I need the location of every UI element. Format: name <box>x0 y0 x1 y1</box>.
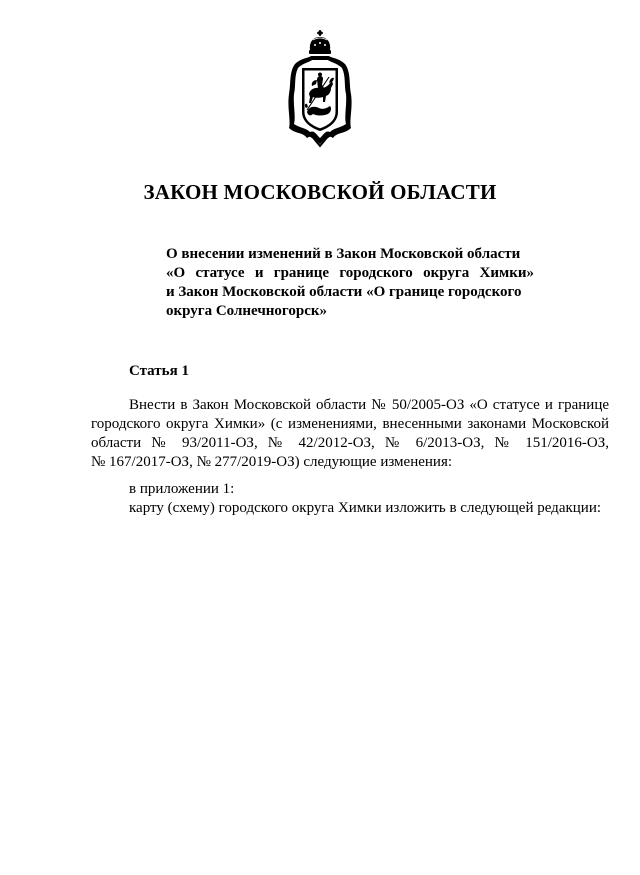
article-body <box>91 396 609 472</box>
annex-instructions <box>129 480 601 518</box>
body-line: области № 93/2011-ОЗ, № 42/2012-ОЗ, № 6/2013-ОЗ, № 151/2016-ОЗ, <box>91 435 609 451</box>
body-line: Внести в Закон Московской области № 50/2005-ОЗ «О статусе и границе <box>129 397 609 413</box>
subject-line: О внесении изменений в Закон Московской области <box>166 246 521 262</box>
coat-of-arms-icon <box>285 28 355 150</box>
annex-line: карту (схему) городского округа Химки изложить в следующей редакции: <box>129 500 602 516</box>
annex-line: в приложении 1: <box>129 481 235 497</box>
subject-line: «О статусе и границе городского округа Химки» <box>166 265 534 281</box>
subject-line: округа Солнечногорск» <box>166 303 328 319</box>
body-line: № 167/2017-ОЗ, № 277/2019-ОЗ) следующие изменения: <box>91 454 453 470</box>
body-line: городского округа Химки» (с изменениями, внесенными законами Московской <box>91 416 609 432</box>
law-subject <box>166 245 534 321</box>
subject-line: и Закон Московской области «О границе городского <box>166 284 522 300</box>
article-heading: Статья 1 <box>129 363 189 379</box>
law-title: ЗАКОН МОСКОВСКОЙ ОБЛАСТИ <box>143 180 497 204</box>
